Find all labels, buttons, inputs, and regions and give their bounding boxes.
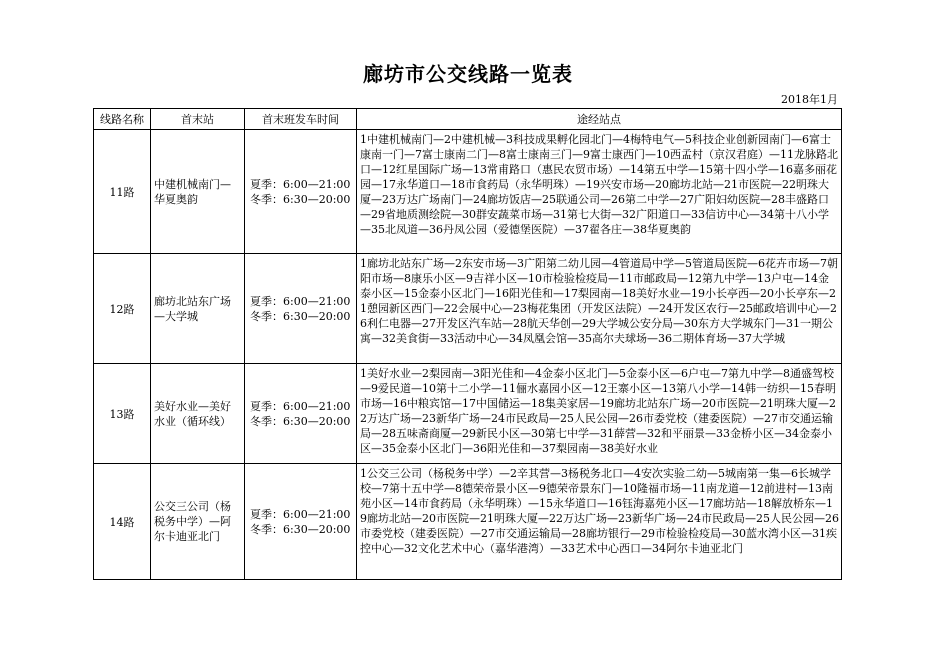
route-stops-text: 1廊坊北站东广场—2东安市场—3广阳第二幼儿园—4管道局中学—5管道局医院—6花卉市场—7朝阳市场—8康乐小区—9吉祥小区—10市检验检疫局—11市邮政局—12第九中学—13户屯—14金泰小区—15金泰小区北门—16阳光佳和—17梨园南—18美好水业—19小长亭西—20小长亭东—21憩园新区西门—22会展中心—23梅花集团（开发区法院）—24开发区农行—25邮政培训中心—26利仁电器—27开发区汽车站—28航天华创—29大学城公安分局—30东方大学城东门—31一期公寓—32美食街—33活动中心—34凤凰会馆—35高尔夫球场—36二期体育场—37大学城 bbox=[360, 257, 838, 345]
summer-time: 夏季：6:00—21:00 bbox=[250, 177, 351, 191]
route-stops bbox=[357, 364, 842, 464]
table-row bbox=[94, 254, 842, 364]
table-row bbox=[94, 130, 842, 254]
table-row bbox=[94, 364, 842, 464]
summer-time: 夏季：6:00—21:00 bbox=[250, 294, 351, 308]
route-stops-text: 1公交三公司（杨税务中学）—2辛其营—3杨税务北口—4安次实验二幼—5城南第一集—6长城学校—7第十五中学—8德荣帝景小区—9德荣帝景东门—10隆福市场—11南龙道—12前进村—13南苑小区—14市食药局（永华明珠）—15永华道口—16钰海嘉苑小区—17廊坊站—18解放桥东—19廊坊北站—20市医院—21明珠大厦—22万达广场—23新华广场—24市民政局—25人民公园—26市委党校（建委医院）—27市交通运输局—28廊坊银行—29市检验检疫局—30蓝水湾小区—31疾控中心—32文化艺术中心（嘉华港湾）—33艺术中心西口—34阿尔卡迪亚北门 bbox=[360, 467, 839, 555]
route-stops-text: 1中建机械南门—2中建机械—3科技成果孵化园北门—4梅特电气—5科技企业创新园南门—6富士康南一门—7富士康南二门—8富士康南三门—9富士康西门—10西孟村（京汉君庭）—11龙脉路北口—12红星国际广场—13常甫路口（惠民农贸市场）—14第五中学—15第十四小学—16嘉多丽花园—17永华道口—18市食药局（永华明珠）—19兴安市场—20廊坊北站—21市医院—22明珠大厦—23万达广场南门—24廊坊饭店—25联通公司—26第二中学—27广阳妇幼医院—28丰盛路口—29省地质测绘院—30群安蔬菜市场—31第七大街—32广阳道口—33信访中心—34第十八小学—35北凤道—36丹凤公园（爱德堡医院）—37翟各庄—38华夏奥韵 bbox=[360, 133, 838, 236]
bus-route-table bbox=[93, 108, 842, 580]
table-header-row bbox=[94, 109, 842, 130]
table-row bbox=[94, 464, 842, 580]
header-stops: 途经站点 bbox=[357, 109, 842, 130]
route-name: 12路 bbox=[94, 254, 151, 364]
route-terminals: 中建机械南门—华夏奥韵 bbox=[151, 130, 245, 254]
header-times: 首末班发车时间 bbox=[245, 109, 357, 130]
route-terminals: 廊坊北站东广场—大学城 bbox=[151, 254, 245, 364]
winter-time: 冬季：6:30—20:00 bbox=[250, 192, 351, 206]
winter-time: 冬季：6:30—20:00 bbox=[250, 309, 351, 323]
route-name: 14路 bbox=[94, 464, 151, 580]
route-stops bbox=[357, 254, 842, 364]
route-times bbox=[245, 464, 357, 580]
header-route-name: 线路名称 bbox=[94, 109, 151, 130]
route-terminals: 公交三公司（杨税务中学）—阿尔卡迪亚北门 bbox=[151, 464, 245, 580]
route-stops-text: 1美好水业—2梨园南—3阳光佳和—4金泰小区北门—5金泰小区—6户屯—7第九中学—8通盛驾校—9爱民道—10第十二小学—11俪水嘉园小区—12王寨小区—13第八小学—14韩一纺织—15春明市场—16中粮宾馆—17中国储运—18集美家居—19廊坊北站东广场—20市医院—21明珠大厦—22万达广场—23新华广场—24市民政局—25人民公园—26市委党校（建委医院）—27市交通运输局—28五味斋商厦—29新民小区—30第七中学—31薛营—32和平丽景—33金桥小区—34金泰小区—35金泰小区北门—36阳光佳和—37梨园南—38美好水业 bbox=[360, 367, 836, 455]
summer-time: 夏季：6:00—21:00 bbox=[250, 507, 351, 521]
route-times bbox=[245, 364, 357, 464]
page-title: 廊坊市公交线路一览表 bbox=[363, 62, 573, 86]
route-times bbox=[245, 130, 357, 254]
date-label: 2018年1月 bbox=[781, 93, 838, 106]
route-name: 11路 bbox=[94, 130, 151, 254]
winter-time: 冬季：6:30—20:00 bbox=[250, 522, 351, 536]
route-name: 13路 bbox=[94, 364, 151, 464]
route-times bbox=[245, 254, 357, 364]
winter-time: 冬季：6:30—20:00 bbox=[250, 414, 351, 428]
route-stops bbox=[357, 464, 842, 580]
summer-time: 夏季：6:00—21:00 bbox=[250, 399, 351, 413]
route-terminals: 美好水业—美好水业（循环线） bbox=[151, 364, 245, 464]
header-terminals: 首末站 bbox=[151, 109, 245, 130]
route-stops bbox=[357, 130, 842, 254]
